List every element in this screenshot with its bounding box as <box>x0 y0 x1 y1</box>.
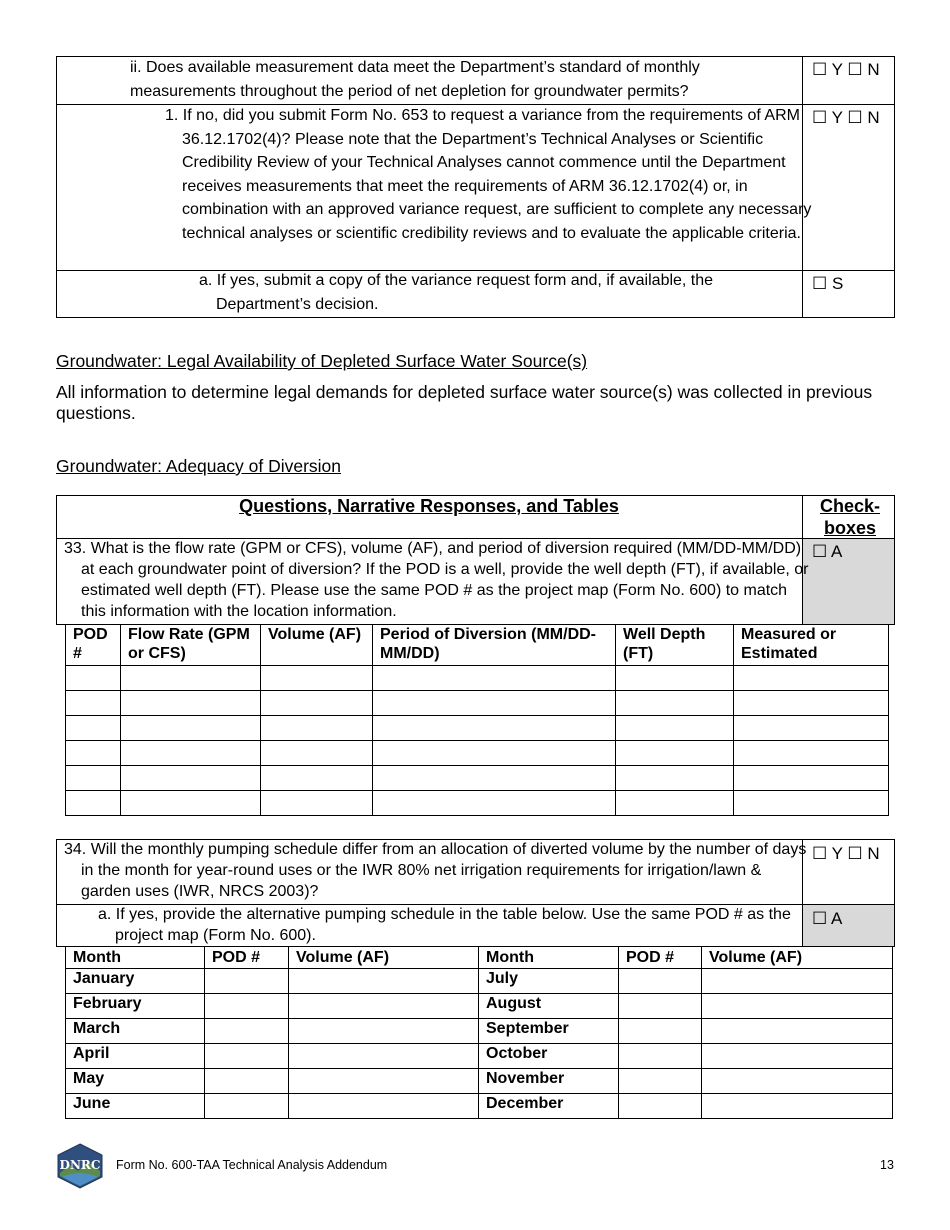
well-depth-cell[interactable] <box>616 741 734 766</box>
measured-cell[interactable] <box>734 716 889 741</box>
question-33-checkbox[interactable]: ☐ A <box>812 542 843 561</box>
well-depth-cell[interactable] <box>616 666 734 691</box>
pod-col-header: POD # <box>66 625 121 666</box>
pod-cell[interactable] <box>66 766 121 791</box>
month-label: August <box>479 994 619 1019</box>
pod-cell[interactable] <box>619 1044 702 1069</box>
month-label: May <box>66 1069 205 1094</box>
month-label: January <box>66 969 205 994</box>
volume-cell[interactable] <box>289 994 479 1019</box>
volume-cell[interactable] <box>702 1094 893 1119</box>
pod-cell[interactable] <box>205 1069 289 1094</box>
volume-cell[interactable] <box>702 1019 893 1044</box>
pod-table-header-row <box>66 625 889 666</box>
pod-cell[interactable] <box>205 969 289 994</box>
table-row <box>66 1044 893 1069</box>
pod-cell[interactable] <box>619 1019 702 1044</box>
volume-cell[interactable] <box>289 1094 479 1119</box>
footer-page-number: 13 <box>880 1158 894 1172</box>
pod-cell[interactable] <box>66 791 121 816</box>
pod-cell[interactable] <box>619 994 702 1019</box>
flow-rate-cell[interactable] <box>121 766 261 791</box>
volume-col-header: Volume (AF) <box>261 625 373 666</box>
volume-cell[interactable] <box>289 1044 479 1069</box>
volume-cell[interactable] <box>289 1019 479 1044</box>
section-heading-adequacy: Groundwater: Adequacy of Diversion <box>56 456 342 476</box>
flow-rate-col-header: Flow Rate (GPM or CFS) <box>121 625 261 666</box>
volume-cell[interactable] <box>702 1069 893 1094</box>
well-depth-cell[interactable] <box>616 766 734 791</box>
table-row <box>66 691 889 716</box>
pod-cell[interactable] <box>205 994 289 1019</box>
period-cell[interactable] <box>373 791 616 816</box>
table-row <box>66 666 889 691</box>
volume-cell[interactable] <box>261 691 373 716</box>
question-33-text: 33. What is the flow rate (GPM or CFS), volume (AF), and period of diversion required (MM/DD-MM/DD) at each groundwater point of diversion? If the POD is a well, provide the well depth (FT), if available, or estimated well depth (FT). Please use the same POD # as the project map (Form No. 600) to match this information with the location information. <box>64 540 809 620</box>
dnrc-logo <box>56 1143 104 1189</box>
month-label: July <box>479 969 619 994</box>
month-label: March <box>66 1019 205 1044</box>
volume-cell[interactable] <box>261 666 373 691</box>
question-ii-checkbox[interactable]: ☐ Y ☐ N <box>812 60 880 79</box>
month-col-header: Month <box>66 947 205 969</box>
well-depth-cell[interactable] <box>616 716 734 741</box>
table-row <box>66 969 893 994</box>
month-label: November <box>479 1069 619 1094</box>
table-row <box>66 994 893 1019</box>
volume-cell[interactable] <box>261 716 373 741</box>
period-cell[interactable] <box>373 666 616 691</box>
question-1-checkbox-cell <box>802 104 895 271</box>
volume-col-header: Volume (AF) <box>702 947 893 969</box>
period-cell[interactable] <box>373 691 616 716</box>
volume-cell[interactable] <box>702 969 893 994</box>
flow-rate-cell[interactable] <box>121 716 261 741</box>
volume-cell[interactable] <box>289 969 479 994</box>
question-34a-text: a. If yes, provide the alternative pumping schedule in the table below. Use the same POD # as the project map (Form No. 600). <box>98 906 791 944</box>
measured-cell[interactable] <box>734 791 889 816</box>
volume-cell[interactable] <box>261 766 373 791</box>
question-a-checkbox[interactable]: ☐ S <box>812 274 844 293</box>
volume-cell[interactable] <box>289 1069 479 1094</box>
flow-rate-cell[interactable] <box>121 691 261 716</box>
volume-cell[interactable] <box>261 741 373 766</box>
month-label: December <box>479 1094 619 1119</box>
section-heading-legal: Groundwater: Legal Availability of Depleted Surface Water Source(s) <box>56 351 588 371</box>
questions-table-header: Questions, Narrative Responses, and Tables <box>239 496 619 516</box>
pod-cell[interactable] <box>205 1044 289 1069</box>
volume-cell[interactable] <box>702 994 893 1019</box>
question-1-text: 1. If no, did you submit Form No. 653 to request a variance from the requirements of ARM 36.12.1702(4)? Please note that the Department’s Technical Analyses or Scientific Credibility Review of your Technical Analyses cannot commence until the Department receives measurements that meet the requirements of ARM 36.12.1702(4) or, in combination with an approved variance request, are sufficient to complete any necessary technical analyses or scientific credibility reviews and to evaluate the applicable criteria. <box>165 107 812 242</box>
flow-rate-cell[interactable] <box>121 666 261 691</box>
pod-cell[interactable] <box>619 1094 702 1119</box>
schedule-table <box>65 946 893 1119</box>
table-row <box>66 1019 893 1044</box>
question-34-text: 34. Will the monthly pumping schedule differ from an allocation of diverted volume by the number of days in the month for year-round uses or the IWR 80% net irrigation requirements for irrigation/lawn & garden uses (IWR, NRCS 2003)? <box>64 841 807 900</box>
measured-cell[interactable] <box>734 666 889 691</box>
pod-cell[interactable] <box>619 1069 702 1094</box>
pod-cell[interactable] <box>66 666 121 691</box>
period-cell[interactable] <box>373 716 616 741</box>
volume-cell[interactable] <box>261 791 373 816</box>
dnrc-logo-text: DNRC <box>59 1158 101 1172</box>
measured-cell[interactable] <box>734 741 889 766</box>
period-cell[interactable] <box>373 741 616 766</box>
pod-cell[interactable] <box>205 1094 289 1119</box>
period-cell[interactable] <box>373 766 616 791</box>
well-depth-col-header: Well Depth (FT) <box>616 625 734 666</box>
pod-cell[interactable] <box>619 969 702 994</box>
volume-cell[interactable] <box>702 1044 893 1069</box>
month-col-header: Month <box>479 947 619 969</box>
question-a-text: a. If yes, submit a copy of the variance request form and, if available, the Department’s decision. <box>199 272 714 313</box>
pod-cell[interactable] <box>66 691 121 716</box>
schedule-header-row <box>66 947 893 969</box>
well-depth-cell[interactable] <box>616 691 734 716</box>
well-depth-cell[interactable] <box>616 791 734 816</box>
section-legal-paragraph: All information to determine legal demands for depleted surface water source(s) was collected in previous questions. <box>56 382 873 423</box>
period-col-header: Period of Diversion (MM/DD-MM/DD) <box>373 625 616 666</box>
volume-col-header: Volume (AF) <box>289 947 479 969</box>
question-34a-checkbox[interactable]: ☐ A <box>812 909 843 928</box>
pod-col-header: POD # <box>205 947 289 969</box>
measured-cell[interactable] <box>734 766 889 791</box>
table-row <box>66 716 889 741</box>
checkboxes-header: Check-boxes <box>819 496 881 538</box>
table-row <box>66 1069 893 1094</box>
measured-col-header: Measured or Estimated <box>734 625 889 666</box>
month-label: June <box>66 1094 205 1119</box>
question-ii-text: ii. Does available measurement data meet the Department’s standard of monthly measurements throughout the period of net depletion for groundwater permits? <box>130 59 700 100</box>
footer-form-name: Form No. 600-TAA Technical Analysis Addendum <box>116 1158 388 1172</box>
month-label: February <box>66 994 205 1019</box>
pod-cell[interactable] <box>66 716 121 741</box>
pod-cell[interactable] <box>205 1019 289 1044</box>
table-row <box>66 791 889 816</box>
table-row <box>66 1094 893 1119</box>
question-1-checkbox[interactable]: ☐ Y ☐ N <box>812 108 880 127</box>
month-label: September <box>479 1019 619 1044</box>
flow-rate-cell[interactable] <box>121 791 261 816</box>
pod-table <box>65 624 889 816</box>
table-row <box>66 741 889 766</box>
dnrc-logo-icon <box>56 1143 104 1189</box>
table-row <box>66 766 889 791</box>
pod-cell[interactable] <box>66 741 121 766</box>
month-label: April <box>66 1044 205 1069</box>
measured-cell[interactable] <box>734 691 889 716</box>
question-34-checkbox[interactable]: ☐ Y ☐ N <box>812 844 880 863</box>
flow-rate-cell[interactable] <box>121 741 261 766</box>
pod-col-header: POD # <box>619 947 702 969</box>
month-label: October <box>479 1044 619 1069</box>
